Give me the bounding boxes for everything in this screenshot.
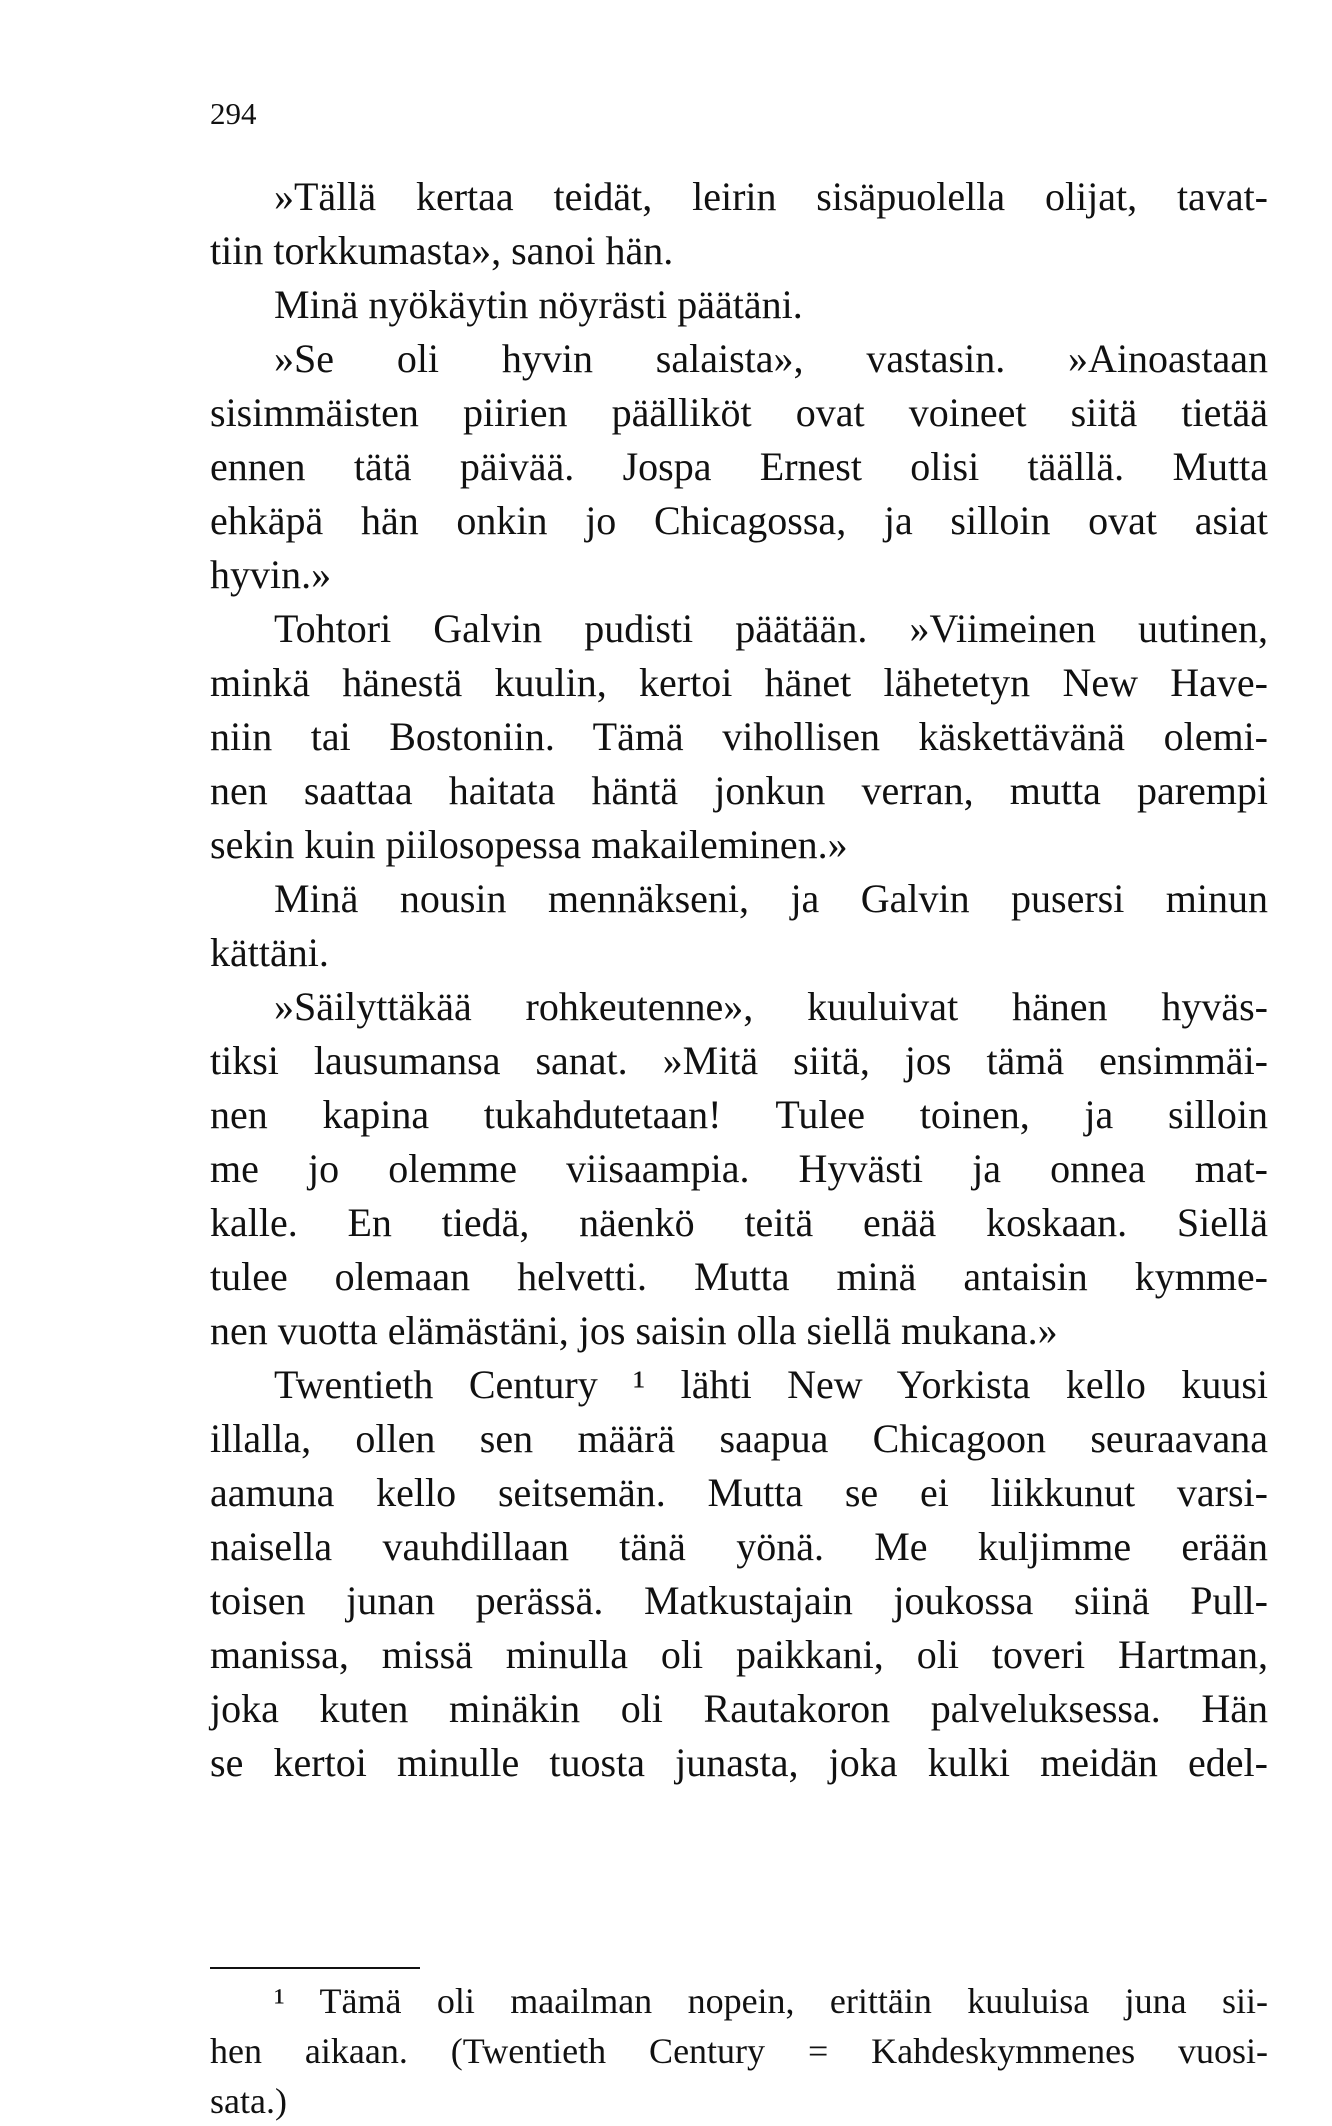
text-line: nen saattaa haitata häntä jonkun verran, mutta parempi [210, 768, 1268, 813]
text-line: toisen junan perässä. Matkustajain joukossa siinä Pull- [210, 1578, 1268, 1623]
text-line: »Säilyttäkää rohkeutenne», kuuluivat hänen hyväs- [274, 984, 1268, 1029]
text-line: aamuna kello seitsemän. Mutta se ei liikkunut varsi- [210, 1470, 1268, 1515]
text-line: sekin kuin piilosopessa makaileminen.» [210, 822, 848, 867]
text-line: Minä nousin mennäkseni, ja Galvin pusersi minun [274, 876, 1268, 921]
text-line: tiksi lausumansa sanat. »Mitä siitä, jos tämä ensimmäi- [210, 1038, 1268, 1083]
text-line: nen kapina tukahdutetaan! Tulee toinen, ja silloin [210, 1092, 1268, 1137]
footnote-line: ¹ Tämä oli maailman nopein, erittäin kuuluisa juna sii- [274, 1981, 1268, 2021]
text-line: Twentieth Century ¹ lähti New Yorkista kello kuusi [274, 1362, 1268, 1407]
text-line: se kertoi minulle tuosta junasta, joka kulki meidän edel- [210, 1740, 1268, 1785]
footnote-line: sata.) [210, 2081, 287, 2121]
footnote-divider [210, 1967, 420, 1969]
text-line: kalle. En tiedä, näenkö teitä enää koskaan. Siellä [210, 1200, 1268, 1245]
text-line: me jo olemme viisaampia. Hyvästi ja onnea mat- [210, 1146, 1268, 1191]
page-number: 294 [210, 96, 257, 131]
text-line: niin tai Bostoniin. Tämä vihollisen käskettävänä olemi- [210, 714, 1268, 759]
text-line: kättäni. [210, 930, 329, 975]
text-line: minkä hänestä kuulin, kertoi hänet lähetetyn New Have- [210, 660, 1268, 705]
text-line: tiin torkkumasta», sanoi hän. [210, 228, 674, 273]
text-line: illalla, ollen sen määrä saapua Chicagoon seuraavana [210, 1416, 1268, 1461]
text-line: ennen tätä päivää. Jospa Ernest olisi täällä. Mutta [210, 444, 1268, 489]
text-line: manissa, missä minulla oli paikkani, oli toveri Hartman, [210, 1632, 1268, 1677]
text-line: »Se oli hyvin salaista», vastasin. »Ainoastaan [274, 336, 1268, 381]
footnote [210, 1976, 1268, 2126]
text-line: Minä nyökäytin nöyrästi päätäni. [274, 282, 803, 327]
text-line: hyvin.» [210, 552, 332, 597]
text-line: naisella vauhdillaan tänä yönä. Me kuljimme erään [210, 1524, 1268, 1569]
body-text [210, 170, 1268, 1790]
text-line: nen vuotta elämästäni, jos saisin olla siellä mukana.» [210, 1308, 1058, 1353]
footnote-line: hen aikaan. (Twentieth Century = Kahdeskymmenes vuosi- [210, 2031, 1268, 2071]
text-line: joka kuten minäkin oli Rautakoron palveluksessa. Hän [210, 1686, 1268, 1731]
text-line: ehkäpä hän onkin jo Chicagossa, ja silloin ovat asiat [210, 498, 1268, 543]
text-line: »Tällä kertaa teidät, leirin sisäpuolella olijat, tavat- [274, 174, 1268, 219]
text-line: sisimmäisten piirien päälliköt ovat voineet siitä tietää [210, 390, 1268, 435]
text-line: tulee olemaan helvetti. Mutta minä antaisin kymme- [210, 1254, 1268, 1299]
text-line: Tohtori Galvin pudisti päätään. »Viimeinen uutinen, [274, 606, 1268, 651]
